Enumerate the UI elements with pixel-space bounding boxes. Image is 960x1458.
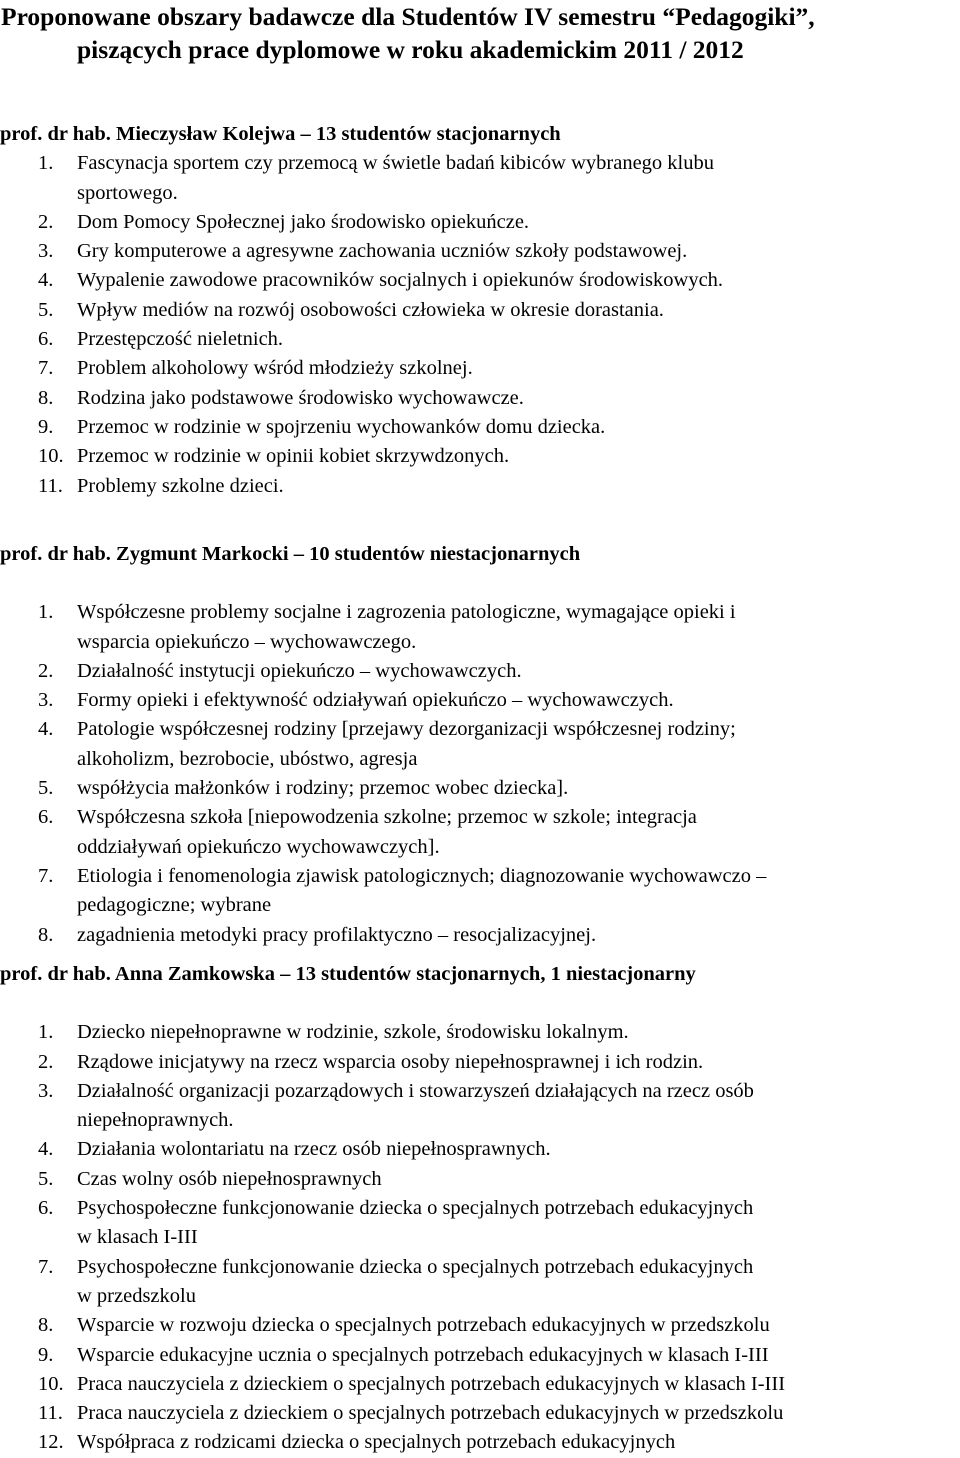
section-markocki (0, 540, 960, 950)
topic-number: 8. (38, 1314, 54, 1337)
topic-text-continued: niepełnoprawnych. (77, 1109, 234, 1132)
topic-text: Współczesna szkoła [niepowodzenia szkolne; przemoc w szkole; integracja (77, 806, 697, 829)
section-prefix: prof. dr hab. (0, 963, 111, 985)
topic-number: 6. (38, 806, 54, 829)
topic-text: Problemy szkolne dzieci. (77, 474, 284, 497)
topic-number: 11. (38, 1402, 63, 1425)
section-prefix: prof. dr hab. (0, 123, 111, 145)
topic-item (0, 1253, 960, 1312)
topic-item (0, 715, 960, 774)
topic-number: 1. (38, 1021, 54, 1044)
topic-text: Praca nauczyciela z dzieckiem o specjalnych potrzebach edukacyjnych w przedszkolu (77, 1402, 784, 1425)
topic-text: Etiologia i fenomenologia zjawisk patologicznych; diagnozowanie wychowawczo – (77, 864, 767, 887)
section-supervisor: Zygmunt Markocki – 10 studentów niestacjonarnych (110, 543, 581, 565)
topic-number: 1. (38, 601, 54, 624)
topic-item (0, 774, 960, 803)
topic-number: 6. (38, 328, 54, 351)
topic-text: Wsparcie w rozwoju dziecka o specjalnych potrzebach edukacyjnych w przedszkolu (77, 1314, 770, 1337)
topic-text: Rodzina jako podstawowe środowisko wychowawcze. (77, 386, 524, 409)
topic-number: 10. (38, 1372, 64, 1395)
topic-item (0, 442, 960, 471)
topic-item (0, 921, 960, 950)
topic-text: Psychospołeczne funkcjonowanie dziecka o specjalnych potrzebach edukacyjnych (77, 1255, 754, 1278)
topic-list (0, 598, 960, 950)
topic-item (0, 1018, 960, 1047)
topic-number: 9. (38, 415, 54, 438)
topic-text: Praca nauczyciela z dzieckiem o specjalnych potrzebach edukacyjnych w klasach I-III (77, 1372, 786, 1395)
topic-number: 5. (38, 1167, 54, 1190)
topic-item (0, 266, 960, 295)
topic-item (0, 657, 960, 686)
topic-number: 4. (38, 1138, 54, 1161)
topic-text-continued: alkoholizm, bezrobocie, ubóstwo, agresja (77, 747, 418, 770)
topic-number: 12. (38, 1431, 64, 1454)
topic-number: 9. (38, 1343, 54, 1366)
topic-text: Działalność organizacji pozarządowych i stowarzyszeń działających na rzecz osób (77, 1079, 754, 1102)
topic-number: 2. (38, 210, 54, 233)
topic-number: 3. (38, 1079, 54, 1102)
topic-item (0, 1135, 960, 1164)
topic-item (0, 1399, 960, 1428)
topic-item (0, 325, 960, 354)
topic-number: 6. (38, 1197, 54, 1220)
topic-text: Współczesne problemy socjalne i zagrozenia patologiczne, wymagające opieki i (77, 601, 736, 624)
topic-text: Dziecko niepełnoprawne w rodzinie, szkole, środowisku lokalnym. (77, 1021, 629, 1044)
title-line-1: Proponowane obszary badawcze dla Studentów IV semestru “Pedagogiki”, (1, 2, 815, 31)
section-heading (0, 540, 960, 569)
topic-text: Przestępczość nieletnich. (77, 328, 284, 351)
topic-number: 8. (38, 386, 54, 409)
topic-text: Przemoc w rodzinie w spojrzeniu wychowanków domu dziecka. (77, 415, 606, 438)
section-supervisor: Mieczysław Kolejwa – 13 studentów stacjonarnych (110, 123, 561, 145)
topic-item (0, 803, 960, 862)
topic-text-continued: wsparcia opiekuńczo – wychowawczego. (77, 630, 417, 653)
topic-list (0, 149, 960, 501)
topic-text: Patologie współczesnej rodziny [przejawy dezorganizacji współczesnej rodziny; (77, 718, 736, 741)
topic-text: Wypalenie zawodowe pracowników socjalnych i opiekunów środowiskowych. (77, 269, 724, 292)
topic-text: zagadnienia metodyki pracy profilaktyczno – resocjalizacyjnej. (77, 923, 597, 946)
topic-item (0, 1077, 960, 1136)
topic-text: Wpływ mediów na rozwój osobowości człowieka w okresie dorastania. (77, 298, 664, 321)
topic-text-continued: w klasach I-III (77, 1226, 198, 1249)
section-heading (0, 120, 960, 149)
topic-item (0, 1428, 960, 1457)
topic-text: współżycia małżonków i rodziny; przemoc wobec dziecka]. (77, 777, 569, 800)
topic-item (0, 149, 960, 208)
topic-item (0, 598, 960, 657)
topic-item (0, 1370, 960, 1399)
topic-text-continued: oddziaływań opiekuńczo wychowawczych]. (77, 835, 440, 858)
section-supervisor: Anna Zamkowska – 13 studentów stacjonarnych, 1 niestacjonarny (110, 963, 696, 985)
title-line-2: piszących prace dyplomowe w roku akademickim 2011 / 2012 (77, 35, 744, 64)
topic-number: 8. (38, 923, 54, 946)
topic-item (0, 208, 960, 237)
topic-item (0, 413, 960, 442)
topic-text: Wsparcie edukacyjne ucznia o specjalnych potrzebach edukacyjnych w klasach I-III (77, 1343, 769, 1366)
topic-item (0, 1311, 960, 1340)
document-title (0, 0, 960, 66)
topic-number: 5. (38, 777, 54, 800)
topic-text: Rządowe inicjatywy na rzecz wsparcia osoby niepełnosprawnej i ich rodzin. (77, 1050, 704, 1073)
topic-item (0, 1165, 960, 1194)
topic-text: Formy opieki i efektywność odziaływań opiekuńczo – wychowawczych. (77, 689, 674, 712)
topic-number: 4. (38, 269, 54, 292)
section-zamkowska (0, 960, 960, 1458)
topic-number: 3. (38, 240, 54, 263)
topic-item (0, 1194, 960, 1253)
topic-number: 7. (38, 357, 54, 380)
topic-item (0, 862, 960, 921)
topic-item (0, 354, 960, 383)
topic-number: 4. (38, 718, 54, 741)
topic-item (0, 296, 960, 325)
section-prefix: prof. dr hab. (0, 543, 111, 565)
topic-number: 2. (38, 1050, 54, 1073)
topic-number: 3. (38, 689, 54, 712)
topic-item (0, 1048, 960, 1077)
topic-number: 7. (38, 1255, 54, 1278)
topic-text: Fascynacja sportem czy przemocą w świetle badań kibiców wybranego klubu (77, 152, 714, 175)
topic-text: Gry komputerowe a agresywne zachowania uczniów szkoły podstawowej. (77, 240, 688, 263)
topic-number: 10. (38, 445, 64, 468)
topic-text-continued: pedagogiczne; wybrane (77, 894, 272, 917)
topic-text-continued: sportowego. (77, 181, 178, 204)
section-heading (0, 960, 960, 989)
topic-text: Działania wolontariatu na rzecz osób niepełnosprawnych. (77, 1138, 551, 1161)
topic-text: Problem alkoholowy wśród młodzieży szkolnej. (77, 357, 473, 380)
section-kolejwa (0, 120, 960, 501)
topic-number: 2. (38, 659, 54, 682)
topic-number: 1. (38, 152, 54, 175)
topic-number: 7. (38, 864, 54, 887)
topic-item (0, 384, 960, 413)
topic-item (0, 237, 960, 266)
topic-text: Działalność instytucji opiekuńczo – wychowawczych. (77, 659, 522, 682)
topic-text-continued: w przedszkolu (77, 1284, 196, 1307)
topic-text: Przemoc w rodzinie w opinii kobiet skrzywdzonych. (77, 445, 510, 468)
topic-item (0, 472, 960, 501)
topic-text: Psychospołeczne funkcjonowanie dziecka o specjalnych potrzebach edukacyjnych (77, 1197, 754, 1220)
topic-item (0, 686, 960, 715)
topic-number: 5. (38, 298, 54, 321)
topic-list (0, 1018, 960, 1457)
topic-text: Współpraca z rodzicami dziecka o specjalnych potrzebach edukacyjnych (77, 1431, 676, 1454)
topic-text: Dom Pomocy Społecznej jako środowisko opiekuńcze. (77, 210, 530, 233)
topic-item (0, 1341, 960, 1370)
topic-number: 11. (38, 474, 63, 497)
topic-text: Czas wolny osób niepełnosprawnych (77, 1167, 382, 1190)
